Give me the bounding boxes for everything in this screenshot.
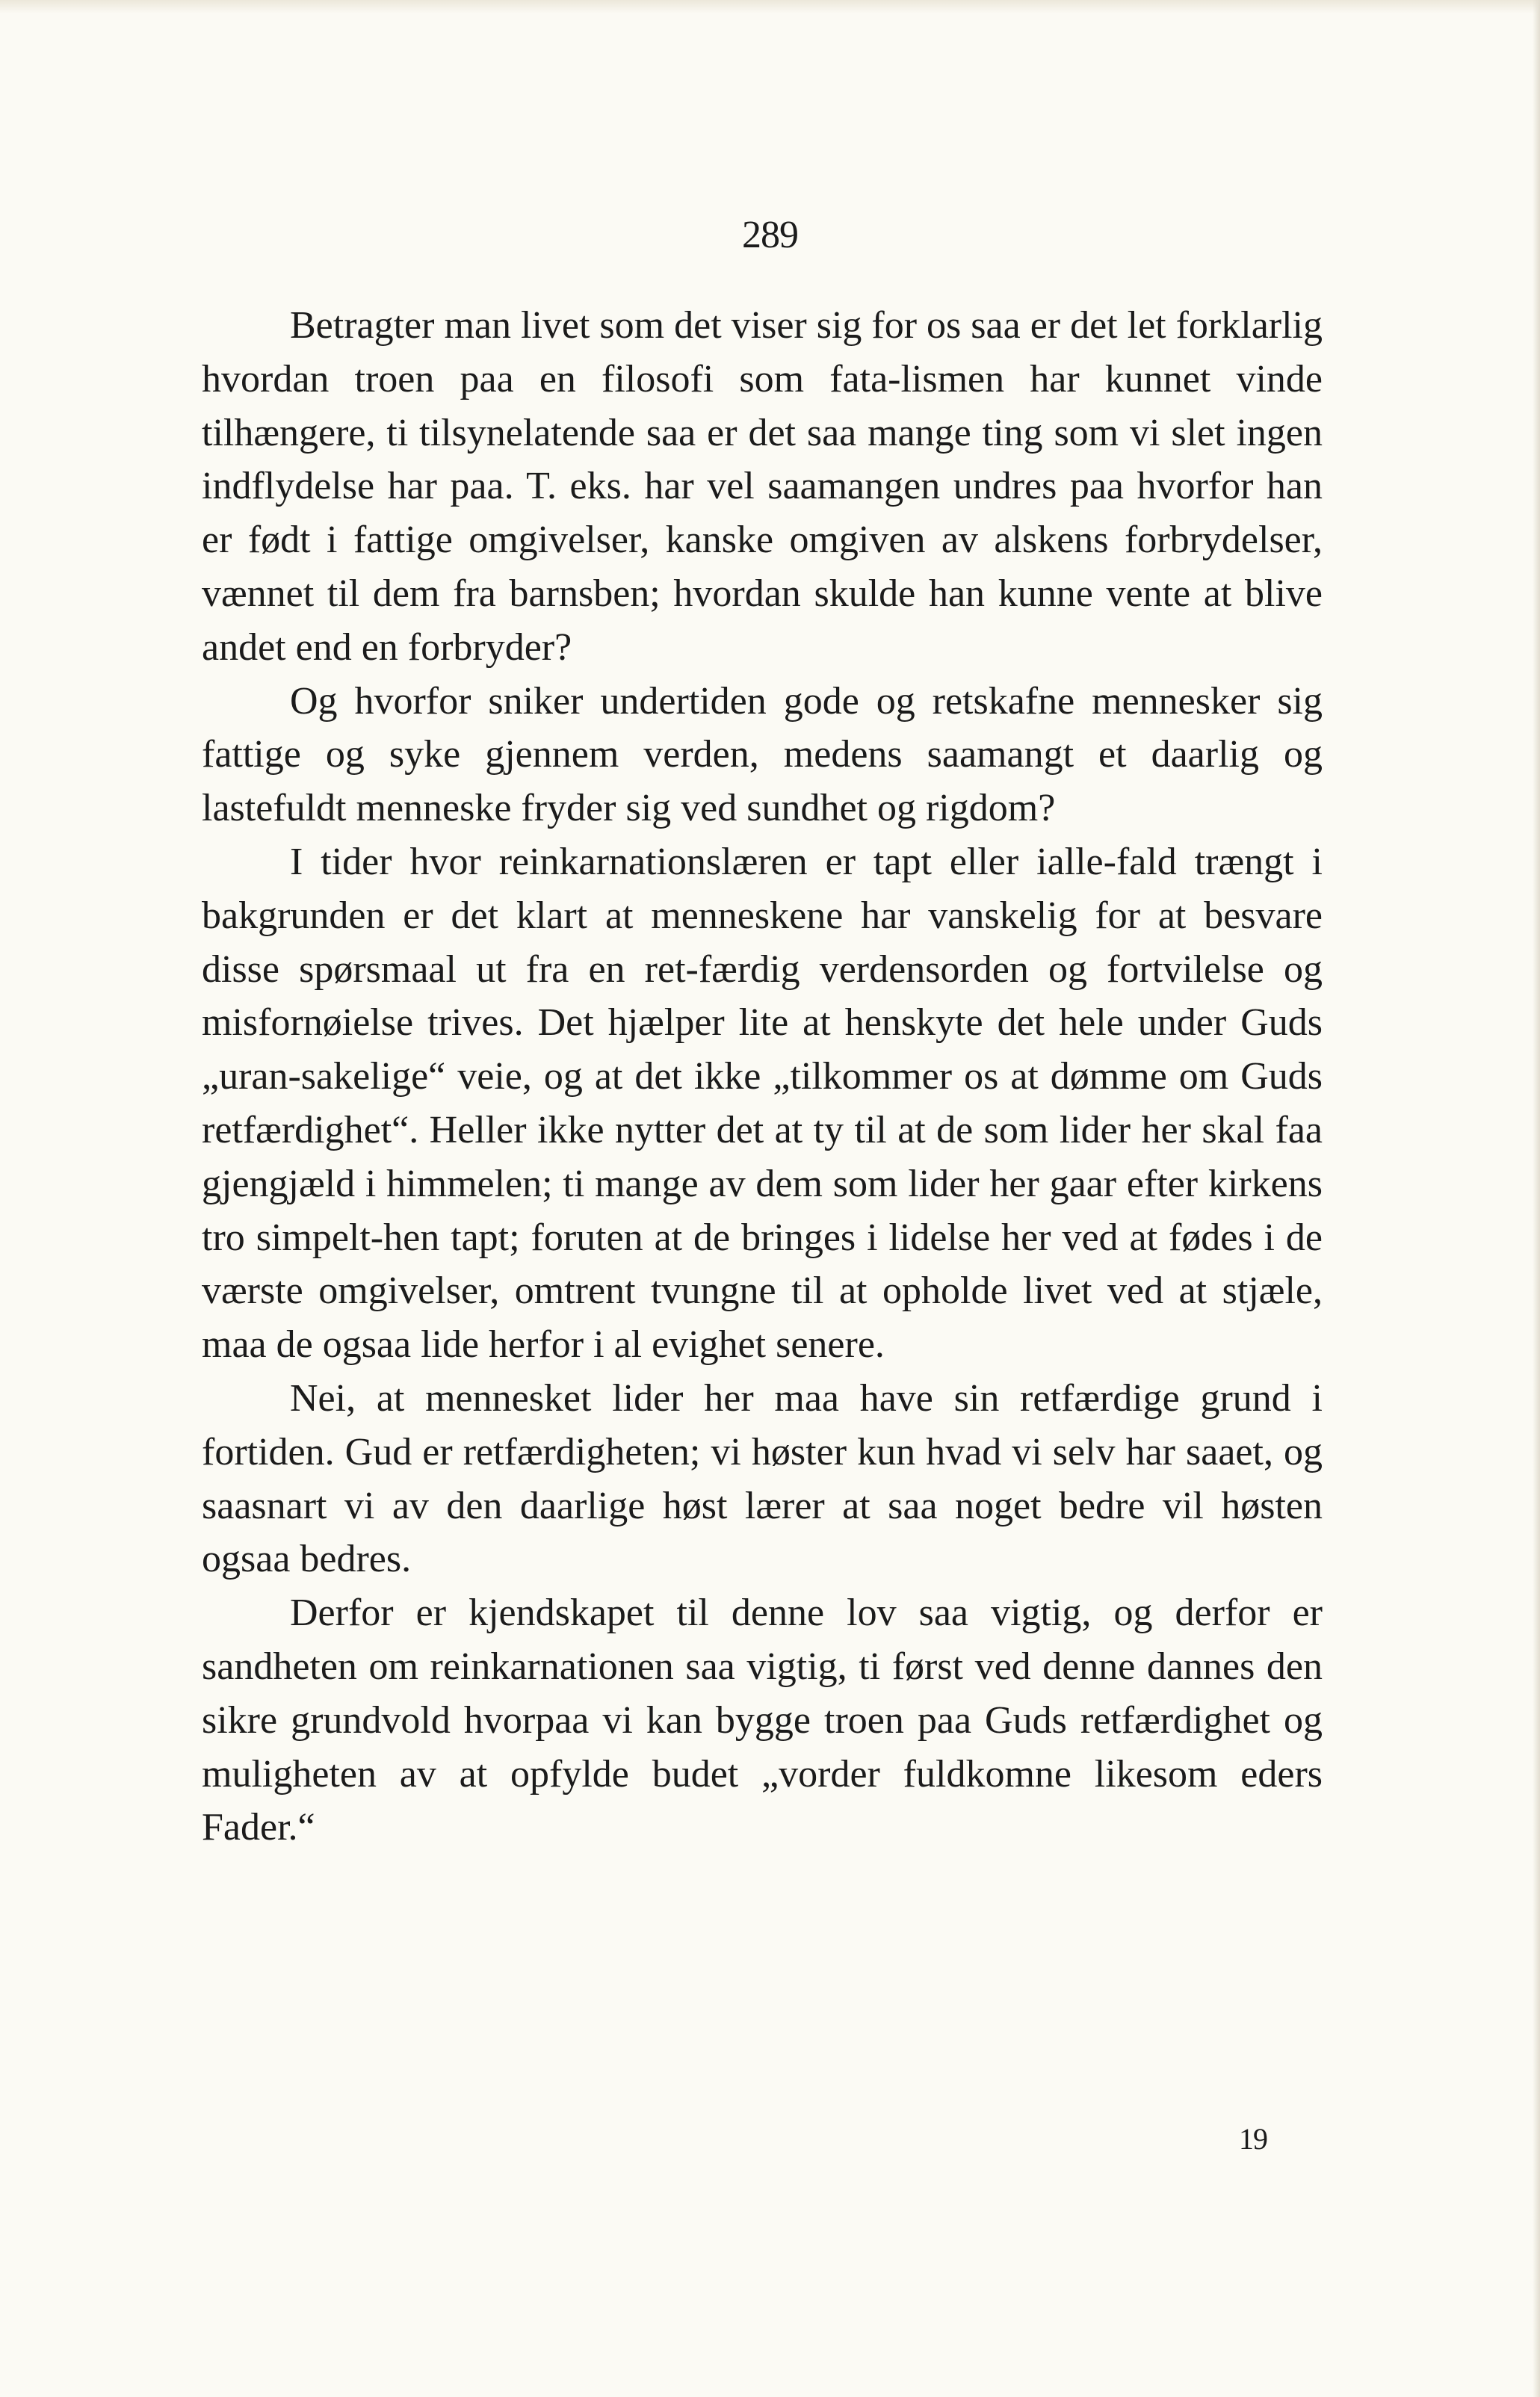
paragraph-2: Og hvorfor sniker undertiden gode og retskafne mennesker sig fattige og syke gjennem verden, medens saamangt et daarlig og lastefuldt menneske fryder sig ved sundhet og rigdom? [202, 679, 1323, 830]
paragraph-3: I tider hvor reinkarnationslæren er tapt eller ialle-fald trængt i bakgrunden er det klart at menneskene har vanskelig for at besvare disse spørsmaal ut fra en ret-færdig verdensorden og fortvilelse og misfornøielse trives. Det hjælper lite at henskyte det hele under Guds „uran-sakelige“ veie, og at det ikke „tilkommer os at dømme om Guds retfærdighet“. Heller ikke nytter det at ty til at de som lider her skal faa gjengjæld i himmelen; ti mange av dem som lider her gaar efter kirkens tro simpelt-hen tapt; foruten at de bringes i lidelse her ved at fødes i de værste omgivelser, omtrent tvungne til at opholde livet ved at stjæle, maa de ogsaa lide herfor i al evighet senere. [202, 840, 1323, 1367]
page-number: 289 [742, 214, 798, 256]
body-text [202, 299, 1323, 1855]
paragraph-1: Betragter man livet som det viser sig for os saa er det let forklarlig hvordan troen paa en filosofi som fata-lismen har kunnet vinde tilhængere, ti tilsynelatende saa er det saa mange ting som vi slet ingen indflydelse har paa. T. eks. har vel saamangen undres paa hvorfor han er født i fattige omgivelser, kanske omgiven av alskens forbrydelser, vænnet til dem fra barnsben; hvordan skulde han kunne vente at blive andet end en forbryder? [202, 304, 1323, 669]
paragraph-4: Nei, at mennesket lider her maa have sin retfærdige grund i fortiden. Gud er retfærdigheten; vi høster kun hvad vi selv har saaet, og saasnart vi av den daarlige høst lærer at saa noget bedre vil høsten ogsaa bedres. [202, 1376, 1323, 1581]
paragraph-5: Derfor er kjendskapet til denne lov saa vigtig, og derfor er sandheten om reinkarnationen saa vigtig, ti først ved denne dannes den sikre grundvold hvorpaa vi kan bygge troen paa Guds retfærdighet og muligheten av at opfylde budet „vorder fuldkomne likesom eders Fader.“ [202, 1592, 1323, 1849]
page-edge-shadow-top [0, 0, 1540, 13]
signature-mark: 19 [1239, 2122, 1267, 2156]
page-edge-shadow-right [1533, 0, 1540, 2397]
